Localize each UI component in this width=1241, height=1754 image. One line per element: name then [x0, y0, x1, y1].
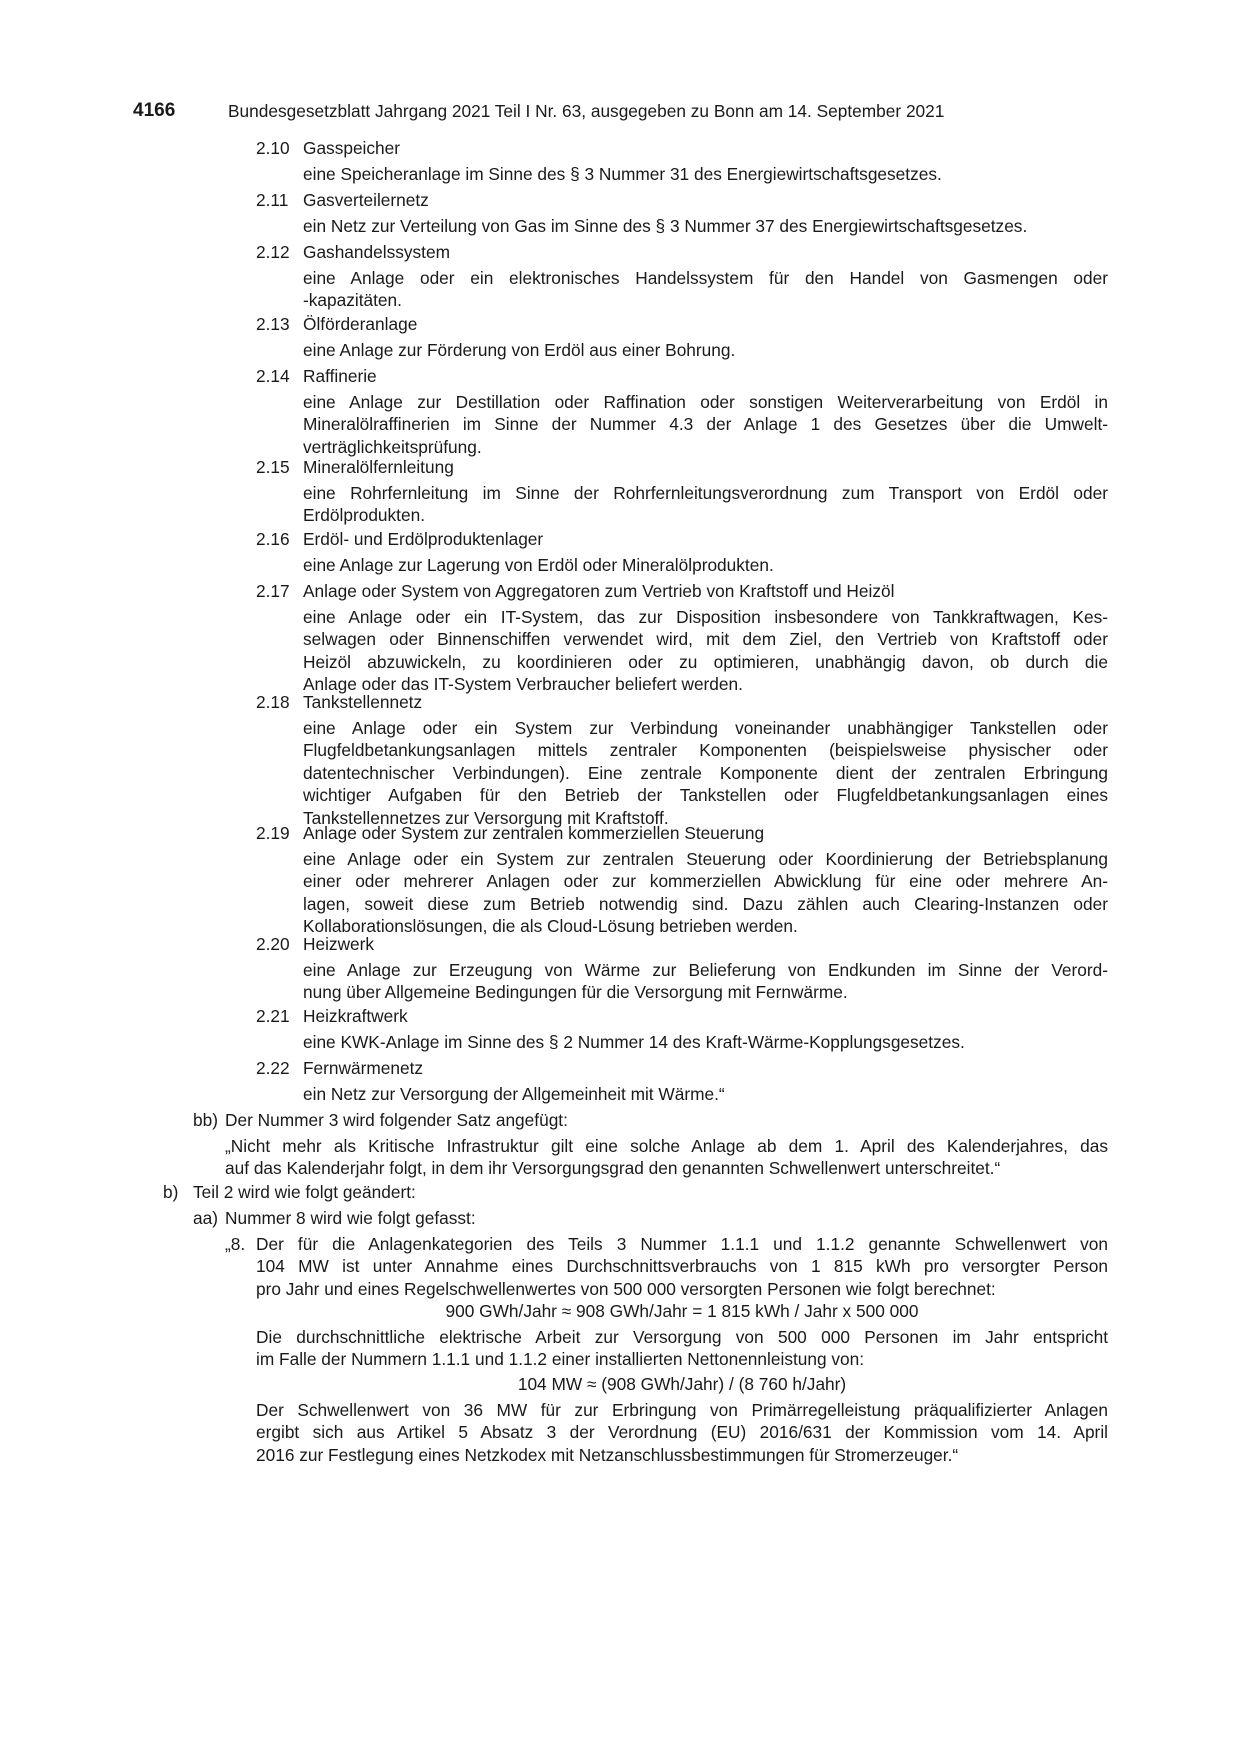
amendment-text: Nummer 8 wird wie folgt gefasst: — [225, 1208, 476, 1228]
item-term: Gasverteilernetz — [303, 190, 429, 210]
number-8-label: „8. — [225, 1234, 246, 1254]
definition-line: Anlage oder das IT-System Verbraucher beliefert werden. — [303, 674, 743, 695]
number-8-paragraph-2 — [256, 1326, 1108, 1371]
item-definition — [303, 391, 1108, 458]
item-number: 2.14 — [256, 366, 290, 386]
amendment-text: Teil 2 wird wie folgt geändert: — [193, 1182, 416, 1202]
item-definition — [303, 848, 1108, 938]
number-8-paragraph-1 — [256, 1233, 1108, 1300]
formula-1: 900 GWh/Jahr ≈ 908 GWh/Jahr = 1 815 kWh / Jahr x 500 000 — [445, 1301, 919, 1321]
definition-line: nung über Allgemeine Bedingungen für die Versorgung mit Fernwärme. — [303, 982, 848, 1003]
definition-line: eine Anlage oder ein elektronisches Handelssystem für den Handel von Gasmengen oder — [303, 268, 1108, 288]
paragraph-line: im Falle der Nummern 1.1.1 und 1.1.2 einer installierten Nettonennleistung von: — [256, 1349, 865, 1370]
amendment-label: aa) — [193, 1208, 218, 1228]
item-definition — [303, 606, 1108, 696]
item-definition — [303, 1031, 1108, 1053]
definition-line: ein Netz zur Versorgung der Allgemeinheit mit Wärme.“ — [303, 1084, 725, 1104]
page-header — [133, 100, 1113, 124]
item-definition — [303, 215, 1108, 237]
item-number: 2.21 — [256, 1006, 290, 1026]
item-definition — [303, 959, 1108, 1004]
paragraph-line: Die durchschnittliche elektrische Arbeit zur Versorgung von 500 000 Personen im Jahr entspricht — [256, 1327, 1108, 1347]
item-number: 2.16 — [256, 529, 290, 549]
definition-line: datentechnischer Verbindungen). Eine zentrale Komponente dient der zentralen Erbringung — [303, 762, 1108, 783]
item-term: Anlage oder System von Aggregatoren zum Vertrieb von Kraftstoff und Heizöl — [303, 581, 895, 601]
definition-line: eine Anlage oder ein System zur Verbindung voneinander unabhängiger Tankstellen oder — [303, 718, 1108, 738]
definition-line: eine Anlage zur Erzeugung von Wärme zur Belieferung von Endkunden im Sinne der Verord- — [303, 960, 1108, 980]
definition-line: eine Anlage zur Förderung von Erdöl aus einer Bohrung. — [303, 340, 736, 360]
item-number: 2.18 — [256, 692, 290, 712]
item-number: 2.20 — [256, 934, 290, 954]
definition-line: wichtiger Aufgaben für den Betrieb der Tankstellen oder Flugfeldbetankungsanlagen eines — [303, 785, 1108, 806]
item-definition — [303, 554, 1108, 576]
item-term: Fernwärmenetz — [303, 1058, 424, 1078]
item-term: Ölförderanlage — [303, 314, 418, 334]
item-term: Heizwerk — [303, 934, 375, 954]
definition-line: eine Anlage oder ein IT-System, das zur Disposition insbesondere von Tankkraftwagen, Kes- — [303, 607, 1108, 627]
definition-line: verträglichkeitsprüfung. — [303, 436, 482, 457]
item-definition — [303, 339, 1108, 361]
item-definition — [303, 267, 1108, 312]
item-number: 2.19 — [256, 823, 290, 843]
formula-2: 104 MW ≈ (908 GWh/Jahr) / (8 760 h/Jahr) — [517, 1374, 847, 1394]
running-head: Bundesgesetzblatt Jahrgang 2021 Teil I Nr. 63, ausgegeben zu Bonn am 14. September 2021 — [228, 101, 945, 121]
item-number: 2.15 — [256, 457, 290, 477]
amendment-text: Der Nummer 3 wird folgender Satz angefügt: — [225, 1110, 568, 1130]
item-term: Mineralölfernleitung — [303, 457, 454, 477]
item-term: Erdöl- und Erdölproduktenlager — [303, 529, 544, 549]
definition-line: selwagen oder Binnenschiffen verwendet wird, mit dem Ziel, den Vertrieb von Kraftstoff oder — [303, 629, 1108, 650]
definition-line: eine Rohrfernleitung im Sinne der Rohrfernleitungsverordnung zum Transport von Erdöl oder — [303, 483, 1108, 503]
definition-line: lagen, soweit diese zum Betrieb notwendig sind. Dazu zählen auch Clearing-Instanzen oder — [303, 893, 1108, 914]
definition-line: Kollaborationslösungen, die als Cloud-Lösung betrieben werden. — [303, 916, 798, 937]
definition-line: Flugfeldbetankungsanlagen mittels zentraler Komponenten (beispielsweise physischer oder — [303, 740, 1108, 761]
item-term: Gasspeicher — [303, 138, 401, 158]
item-number: 2.10 — [256, 138, 290, 158]
definition-line: Mineralölraffinerien im Sinne der Nummer 4.3 der Anlage 1 des Gesetzes über die Umwelt- — [303, 414, 1108, 435]
item-definition — [303, 717, 1108, 829]
quote-line: „Nicht mehr als Kritische Infrastruktur gilt eine solche Anlage ab dem 1. April des Kalenderjahres, das — [225, 1136, 1108, 1156]
definition-line: Heizöl abzuwickeln, zu koordinieren oder zu optimieren, unabhängig davon, ob durch die — [303, 651, 1108, 672]
definition-line: eine Anlage oder ein System zur zentralen Steuerung oder Koordinierung der Betriebsplanung — [303, 849, 1108, 869]
definition-line: -kapazitäten. — [303, 290, 402, 311]
definition-line: eine KWK-Anlage im Sinne des § 2 Nummer 14 des Kraft-Wärme-Kopplungsgesetzes. — [303, 1032, 965, 1052]
paragraph-line: pro Jahr und eines Regelschwellenwertes von 500 000 versorgten Personen wie folgt berechnet: — [256, 1278, 996, 1299]
item-number: 2.12 — [256, 242, 290, 262]
item-number: 2.11 — [256, 190, 289, 210]
page-number: 4166 — [133, 100, 176, 121]
item-number: 2.13 — [256, 314, 290, 334]
paragraph-line: ergibt sich aus Artikel 5 Absatz 3 der Verordnung (EU) 2016/631 der Kommission vom 14. April — [256, 1422, 1108, 1443]
paragraph-line: 104 MW ist unter Annahme eines Durchschnittsverbrauchs von 1 815 kWh pro versorgter Person — [256, 1256, 1108, 1277]
amendment-label: bb) — [193, 1110, 218, 1130]
amendment-label: b) — [163, 1182, 179, 1202]
definition-line: einer oder mehrerer Anlagen oder zur kommerziellen Abwicklung für eine oder mehrere An- — [303, 871, 1108, 892]
quote-line: auf das Kalenderjahr folgt, in dem ihr Versorgungsgrad den genannten Schwellenwert unterschreitet.“ — [225, 1158, 1001, 1179]
item-definition — [303, 163, 1108, 185]
item-definition — [303, 482, 1108, 527]
item-term: Heizkraftwerk — [303, 1006, 408, 1026]
item-term: Anlage oder System zur zentralen kommerziellen Steuerung — [303, 823, 765, 843]
definition-line: ein Netz zur Verteilung von Gas im Sinne des § 3 Nummer 37 des Energiewirtschaftsgesetzes. — [303, 216, 1028, 236]
definition-line: Erdölprodukten. — [303, 505, 426, 526]
paragraph-line: Der Schwellenwert von 36 MW für zur Erbringung von Primärregelleistung präqualifizierter Anlagen — [256, 1400, 1108, 1420]
number-8-paragraph-3 — [256, 1399, 1108, 1466]
item-term: Raffinerie — [303, 366, 377, 386]
item-number: 2.22 — [256, 1058, 290, 1078]
item-definition — [303, 1083, 1108, 1105]
amendment-quote — [225, 1135, 1108, 1180]
item-number: 2.17 — [256, 581, 290, 601]
item-term: Tankstellennetz — [303, 692, 423, 712]
definition-line: Tankstellennetzes zur Versorgung mit Kraftstoff. — [303, 807, 669, 828]
paragraph-line: 2016 zur Festlegung eines Netzkodex mit Netzanschlussbestimmungen für Stromerzeuger.“ — [256, 1444, 959, 1465]
definition-line: eine Anlage zur Destillation oder Raffination oder sonstigen Weiterverarbeitung von Erdöl in — [303, 392, 1108, 412]
definition-line: eine Anlage zur Lagerung von Erdöl oder Mineralölprodukten. — [303, 555, 774, 575]
definition-line: eine Speicheranlage im Sinne des § 3 Nummer 31 des Energiewirtschaftsgesetzes. — [303, 164, 942, 184]
paragraph-line: Der für die Anlagenkategorien des Teils 3 Nummer 1.1.1 und 1.1.2 genannte Schwellenwert von — [256, 1234, 1108, 1254]
item-term: Gashandelssystem — [303, 242, 450, 262]
